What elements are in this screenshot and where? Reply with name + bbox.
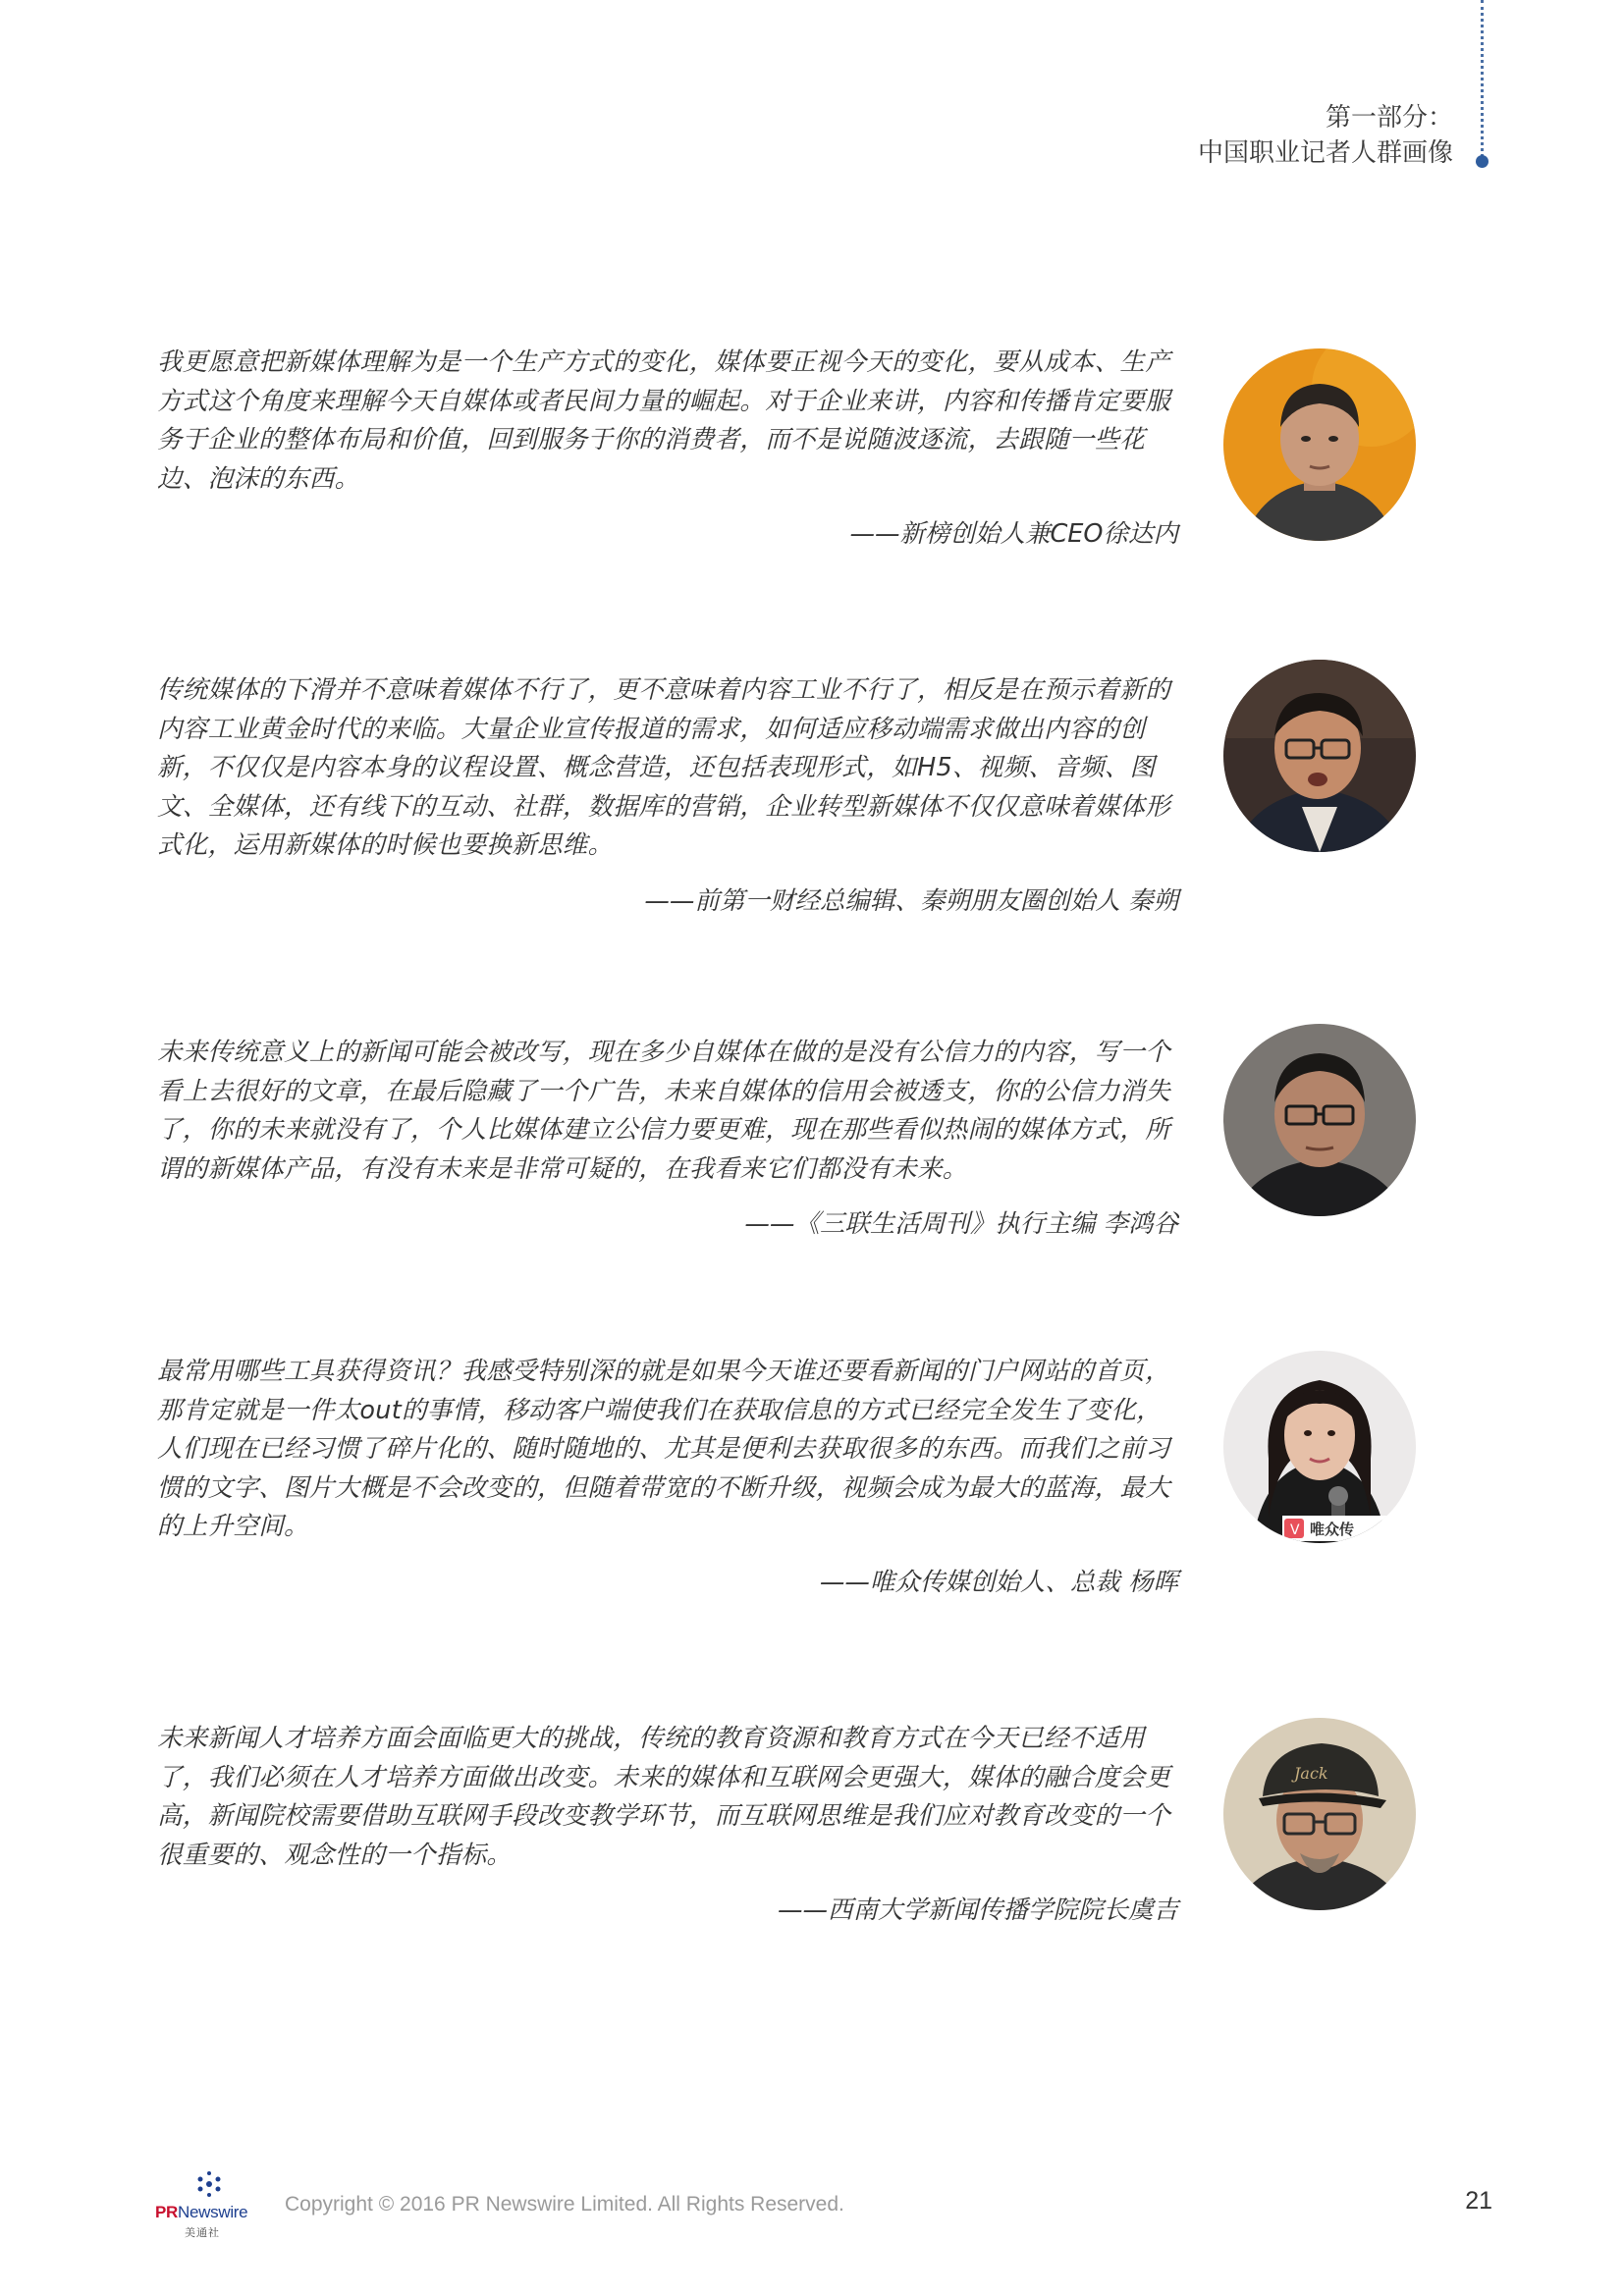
portrait-man-glasses-speaking-icon (1223, 660, 1416, 852)
svg-text:V: V (1290, 1522, 1300, 1538)
quote-attribution: ——西南大学新闻传播学院院长虞吉 (777, 1896, 1178, 1925)
quote-text: 未来新闻人才培养方面会面临更大的挑战，传统的教育资源和教育方式在今天已经不适用了，我们必须在人才培养方面做出改变。未来的媒体和互联网会更强大，媒体的融合度会更高，新闻院校需要借助互联网手段改变教学环节，而互联网思维是我们应对教育改变的一个很重要的、观念性的一个指标。 (157, 1724, 1171, 1870)
portrait-image (1223, 660, 1416, 852)
portrait-man-glasses-dark-icon (1223, 1024, 1416, 1216)
quote-text: 未来传统意义上的新闻可能会被改写，现在多少自媒体在做的是没有公信力的内容，写一个看上去很好的文章，在最后隐藏了一个广告，未来自媒体的信用会被透支，你的公信力消失了，你的未来就没有了，个人比媒体建立公信力要更难，现在那些看似热闹的媒体方式，所谓的新媒体产品，有没有未来是非常可疑的，在我看来它们都没有未来。 (157, 1038, 1171, 1184)
portrait-woman-microphone-icon (1223, 1351, 1416, 1543)
portrait-image (1223, 1024, 1416, 1216)
section-label (1198, 100, 1453, 171)
portrait-caption: 唯众传 (1310, 1521, 1355, 1538)
copyright-notice: Copyright © 2016 PR Newswire Limited. All Rights Reserved. (285, 2193, 844, 2216)
quote-block (157, 671, 1178, 919)
header-dotted-rule (1481, 0, 1484, 157)
portrait-image (1223, 1718, 1416, 1910)
quote-text: 我更愿意把新媒体理解为是一个生产方式的变化，媒体要正视今天的变化，要从成本、生产方式这个角度来理解今天自媒体或者民间力量的崛起。对于企业来讲，内容和传播肯定要服务于企业的整体布局和价值，回到服务于你的消费者，而不是说随波逐流，去跟随一些花边、泡沫的东西。 (157, 347, 1171, 494)
quote-block (157, 1720, 1178, 1928)
quote-block (157, 344, 1178, 552)
page-number: 21 (1465, 2187, 1492, 2215)
section-label-line1: 第一部分： (1325, 103, 1453, 133)
quote-block (157, 1034, 1178, 1242)
logo-pr: PR (155, 2203, 179, 2221)
svg-text:Jack: Jack (1294, 1764, 1328, 1783)
section-label-line2: 中国职业记者人群画像 (1197, 138, 1453, 168)
prnewswire-logo (155, 2169, 265, 2240)
quote-attribution: ——前第一财经总编辑、秦朔朋友圈创始人 秦朔 (644, 885, 1178, 916)
portrait-image (1223, 348, 1416, 541)
quote-text: 传统媒体的下滑并不意味着媒体不行了，更不意味着内容工业不行了，相反是在预示着新的内容工业黄金时代的来临。大量企业宣传报道的需求，如何适应移动端需求做出内容的创新，不仅仅是内容本身的议程设置、概念营造，还包括表现形式，如H5、视频、音频、图文、全媒体，还有线下的互动、社群，数据库的营销，企业转型新媒体不仅仅意味着媒体形式化，运用新媒体的时候也要换新思维。 (157, 675, 1171, 860)
portrait-man-cap-glasses-icon (1223, 1718, 1416, 1910)
quote-attribution: ——唯众传媒创始人、总裁 杨晖 (819, 1567, 1178, 1597)
logo-newswire: Newswire (178, 2203, 248, 2221)
quote-attribution: ——新榜创始人兼CEO徐达内 (849, 519, 1178, 549)
logo-chinese: 美通社 (185, 2226, 220, 2239)
portrait-image (1223, 1351, 1416, 1543)
prnewswire-logo-mark-icon (194, 2169, 224, 2199)
quote-attribution: ——《三联生活周刊》执行主编 李鸿谷 (744, 1209, 1178, 1239)
portrait-man-orange-background-icon (1223, 348, 1416, 541)
header-dot-marker (1476, 155, 1489, 168)
quote-block (157, 1353, 1178, 1600)
quote-text: 最常用哪些工具获得资讯？我感受特别深的就是如果今天谁还要看新闻的门户网站的首页，那肯定就是一件太out的事情，移动客户端使我们在获取信息的方式已经完全发生了变化，人们现在已经习惯了碎片化的、随时随地的、尤其是便利去获取很多的东西。而我们之前习惯的文字、图片大概是不会改变的，但随着带宽的不断升级，视频会成为最大的蓝海，最大的上升空间。 (157, 1357, 1171, 1541)
prnewswire-logo-text (155, 2203, 247, 2222)
